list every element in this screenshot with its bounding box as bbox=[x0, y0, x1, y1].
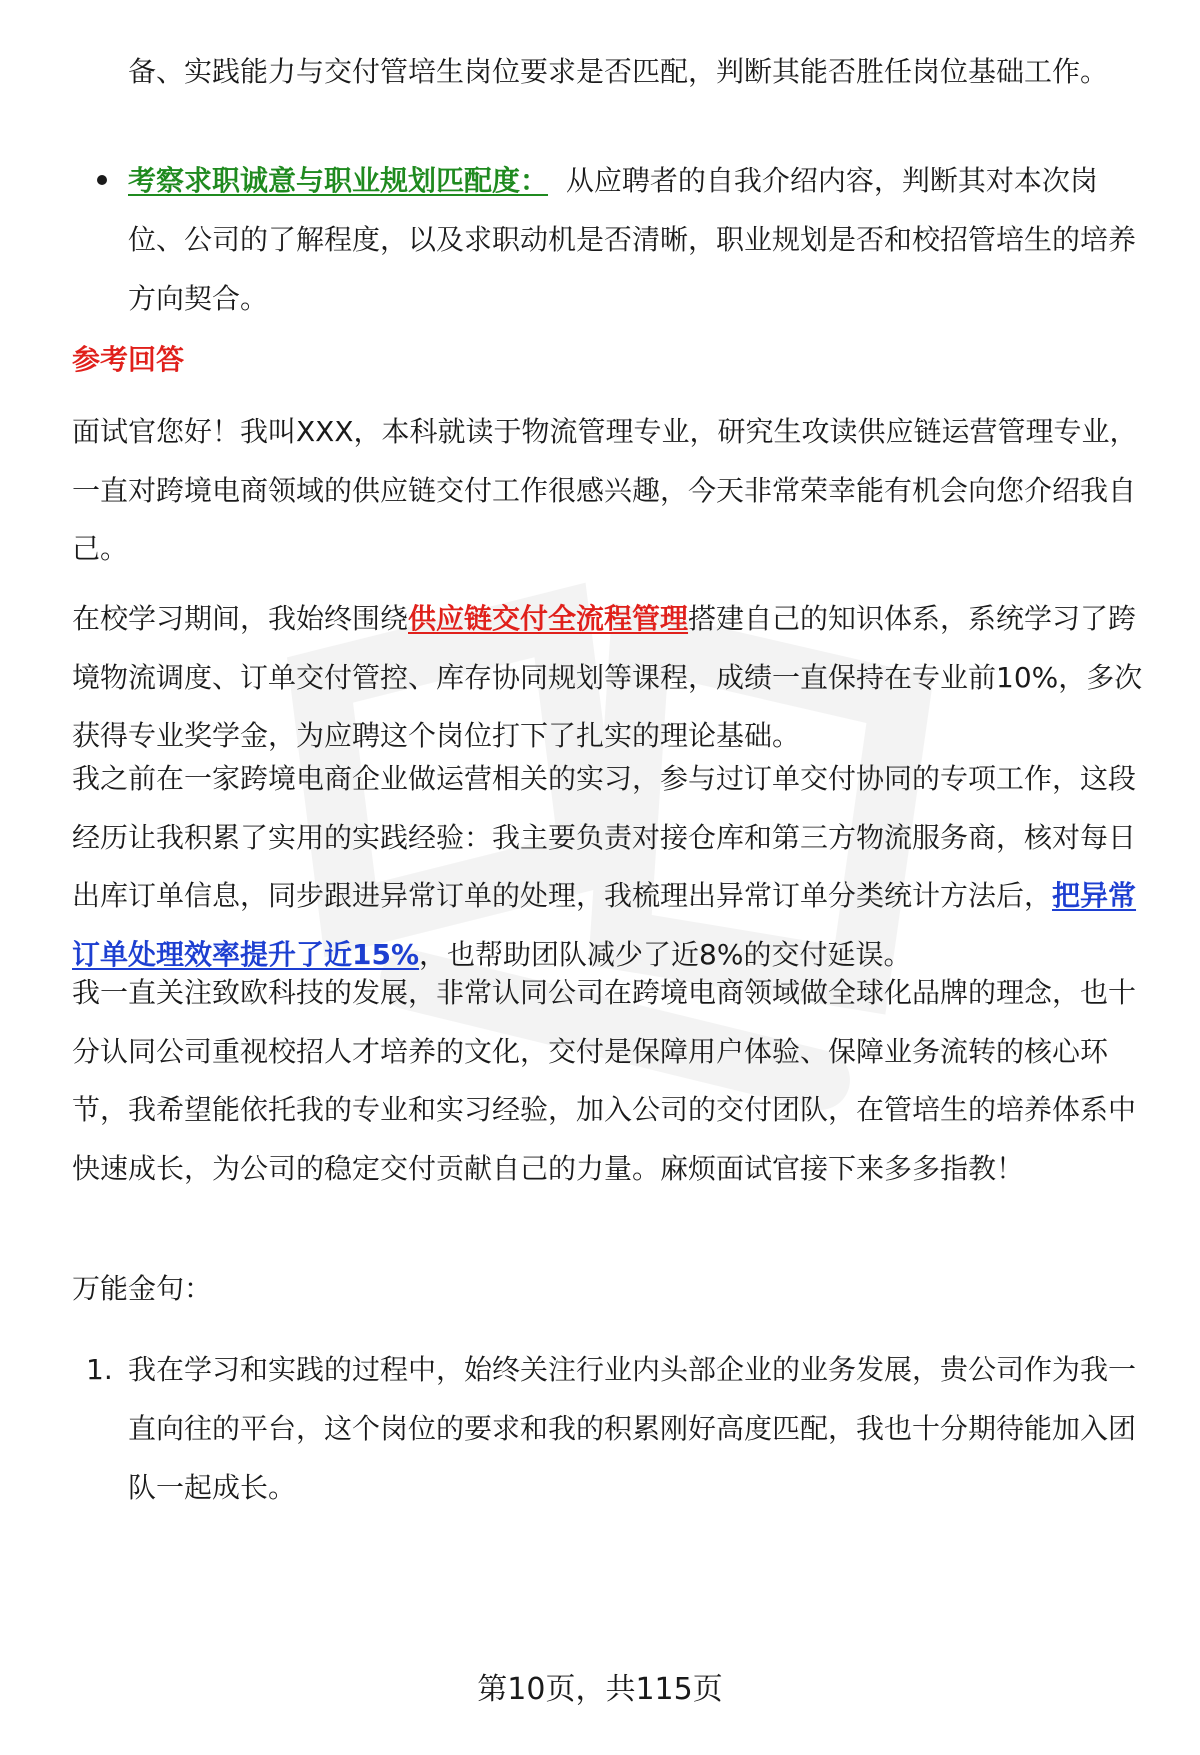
answer-paragraph-3-text-start: 我之前在一家跨境电商企业做运营相关的实习，参与过订单交付协同的专项工作，这段经历让我积累了实用的实践经验：我主要负责对接仓库和第三方物流服务商，核对每日出库订单信息，同步跟进异常订单的处理，我梳理出异常订单分类统计方法后， bbox=[72, 762, 1137, 912]
answer-paragraph-2-text-start: 在校学习期间，我始终围绕 bbox=[72, 602, 409, 635]
answer-paragraph-2 bbox=[72, 590, 1152, 766]
list-item bbox=[128, 1340, 1152, 1517]
answer-paragraph-2-text-end: 搭建自己的知识体系，系统学习了跨境物流调度、订单交付管控、库存协同规划等课程，成绩一直保持在专业前10%，多次获得专业奖学金，为应聘这个岗位打下了扎实的理论基础。 bbox=[72, 602, 1143, 752]
bullet-text: 从应聘者的自我介绍内容，判断其对本次岗位、公司的了解程度，以及求职动机是否清晰，职业规划是否和校招管培生的培养方向契合。 bbox=[128, 164, 1137, 315]
answer-paragraph-1-text: 面试官您好！我叫XXX，本科就读于物流管理专业，研究生攻读供应链运营管理专业，一直对跨境电商领域的供应链交付工作很感兴趣，今天非常荣幸能有机会向您介绍我自己。 bbox=[72, 415, 1138, 565]
page-footer bbox=[0, 1670, 1200, 1710]
golden-sentences-label-text: 万能金句： bbox=[72, 1272, 213, 1305]
list-item-number: 1. bbox=[86, 1353, 113, 1386]
list-item-text: 我在学习和实践的过程中，始终关注行业内头部企业的业务发展，贵公司作为我一直向往的平台，这个岗位的要求和我的积累刚好高度匹配，我也十分期待能加入团队一起成长。 bbox=[128, 1353, 1137, 1504]
highlight-supply-chain: 供应链交付全流程管理 bbox=[408, 602, 689, 635]
answer-paragraph-4-text: 我一直关注致欧科技的发展，非常认同公司在跨境电商领域做全球化品牌的理念，也十分认同公司重视校招人才培养的文化，交付是保障用户体验、保障业务流转的核心环节，我希望能依托我的专业和实习经验，加入公司的交付团队，在管培生的培养体系中快速成长，为公司的稳定交付贡献自己的力量。麻烦面试官接下来多多指教！ bbox=[72, 976, 1137, 1185]
reference-answer-title: 参考回答 bbox=[72, 343, 185, 376]
answer-paragraph-1 bbox=[72, 403, 1152, 579]
answer-paragraph-4 bbox=[72, 964, 1152, 1198]
bullet-icon bbox=[97, 175, 107, 185]
highlight-efficiency: 把异常订单处理效率提升了近15% bbox=[72, 879, 1137, 971]
intro-continuation-text: 备、实践能力与交付管培生岗位要求是否匹配，判断其能否胜任岗位基础工作。 bbox=[128, 55, 1109, 88]
answer-paragraph-3 bbox=[72, 750, 1152, 984]
intro-continuation bbox=[128, 42, 1152, 101]
golden-sentences-label bbox=[72, 1260, 1152, 1319]
answer-paragraph-3-text-end: ，也帮助团队减少了近8%的交付延误。 bbox=[419, 937, 912, 971]
page-number: 第10页，共115页 bbox=[477, 1672, 723, 1707]
bullet-item bbox=[128, 151, 1152, 328]
bullet-heading: 考察求职诚意与职业规划匹配度： bbox=[128, 164, 549, 197]
